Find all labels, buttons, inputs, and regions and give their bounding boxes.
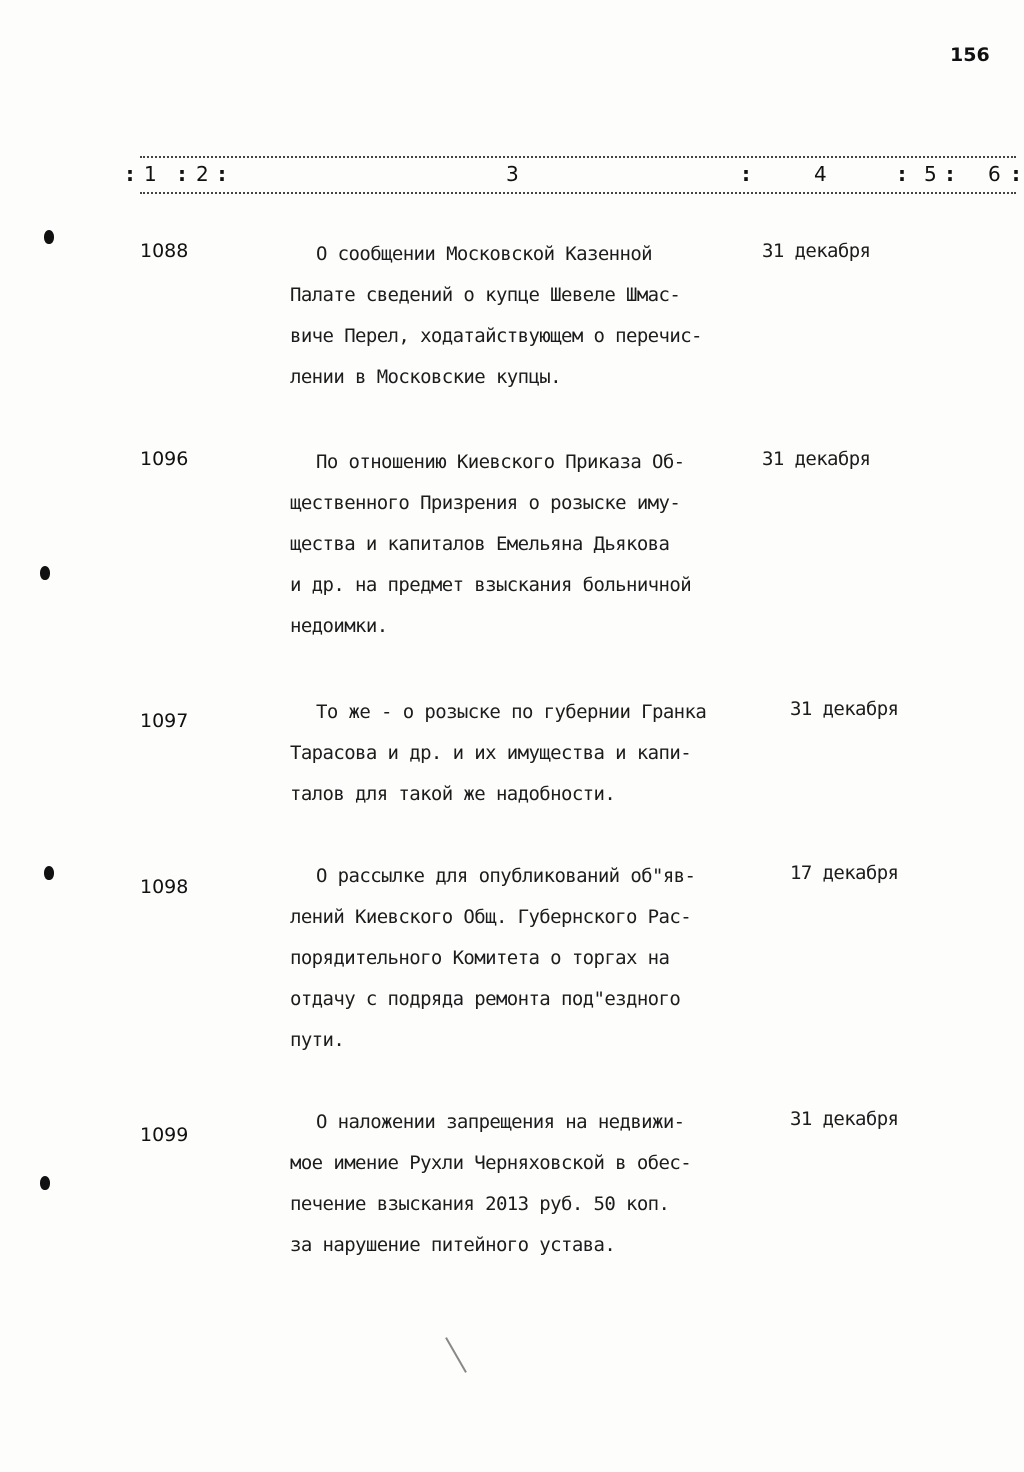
pencil-mark bbox=[445, 1337, 467, 1373]
header-rule-top bbox=[140, 156, 1016, 158]
column-header-2: 2 bbox=[196, 162, 209, 186]
entry-description: О рассылке для опубликований об"яв- лений Киевского Общ. Губернского Рас- порядительного Комитета о торгах на отдачу с подряда ремонта под"ездного пути. bbox=[290, 865, 696, 1051]
entry-description: То же - о розыске по губернии Гранка Тарасова и др. и их имущества и капи- талов для такой же надобности. bbox=[290, 701, 707, 805]
entry-date: 31 декабря bbox=[762, 448, 871, 470]
column-separator: : bbox=[898, 162, 906, 186]
header-rule-bottom bbox=[140, 192, 1016, 194]
entry-number: 1097 bbox=[140, 710, 189, 732]
column-separator: : bbox=[126, 162, 134, 186]
column-header-5: 5 bbox=[924, 162, 937, 186]
entry-number: 1099 bbox=[140, 1124, 189, 1146]
column-separator: : bbox=[742, 162, 750, 186]
column-separator: : bbox=[1012, 162, 1020, 186]
column-header-6: 6 bbox=[988, 162, 1001, 186]
entry-description: По отношению Киевского Приказа Об- щественного Призрения о розыске иму- щества и капиталов Емельяна Дьякова и др. на предмет взыскания больничной недоимки. bbox=[290, 451, 692, 637]
table-header bbox=[0, 162, 1024, 190]
entry-date: 31 декабря bbox=[790, 698, 899, 720]
column-separator: : bbox=[946, 162, 954, 186]
punch-hole-icon bbox=[40, 566, 50, 580]
punch-hole-icon bbox=[44, 230, 54, 244]
column-separator: : bbox=[178, 162, 186, 186]
entry-date: 31 декабря bbox=[790, 1108, 899, 1130]
entry-number: 1088 bbox=[140, 240, 189, 262]
column-separator: : bbox=[218, 162, 226, 186]
entry-number: 1096 bbox=[140, 448, 189, 470]
entry-number: 1098 bbox=[140, 876, 189, 898]
punch-hole-icon bbox=[40, 1176, 50, 1190]
column-header-4: 4 bbox=[814, 162, 827, 186]
entry-date: 31 декабря bbox=[762, 240, 871, 262]
entry-description: О сообщении Московской Казенной Палате сведений о купце Шевеле Шмас- виче Перел, ходатайствующем о перечис- лении в Московские купцы. bbox=[290, 243, 702, 388]
column-header-1: 1 bbox=[144, 162, 157, 186]
column-header-3: 3 bbox=[506, 162, 519, 186]
entry-date: 17 декабря bbox=[790, 862, 899, 884]
page-number: 156 bbox=[950, 44, 990, 66]
punch-hole-icon bbox=[44, 866, 54, 880]
entry-description: О наложении запрещения на недвижи- мое имение Рухли Черняховской в обес- печение взыскания 2013 руб. 50 коп. за нарушение питейного устава. bbox=[290, 1111, 692, 1256]
